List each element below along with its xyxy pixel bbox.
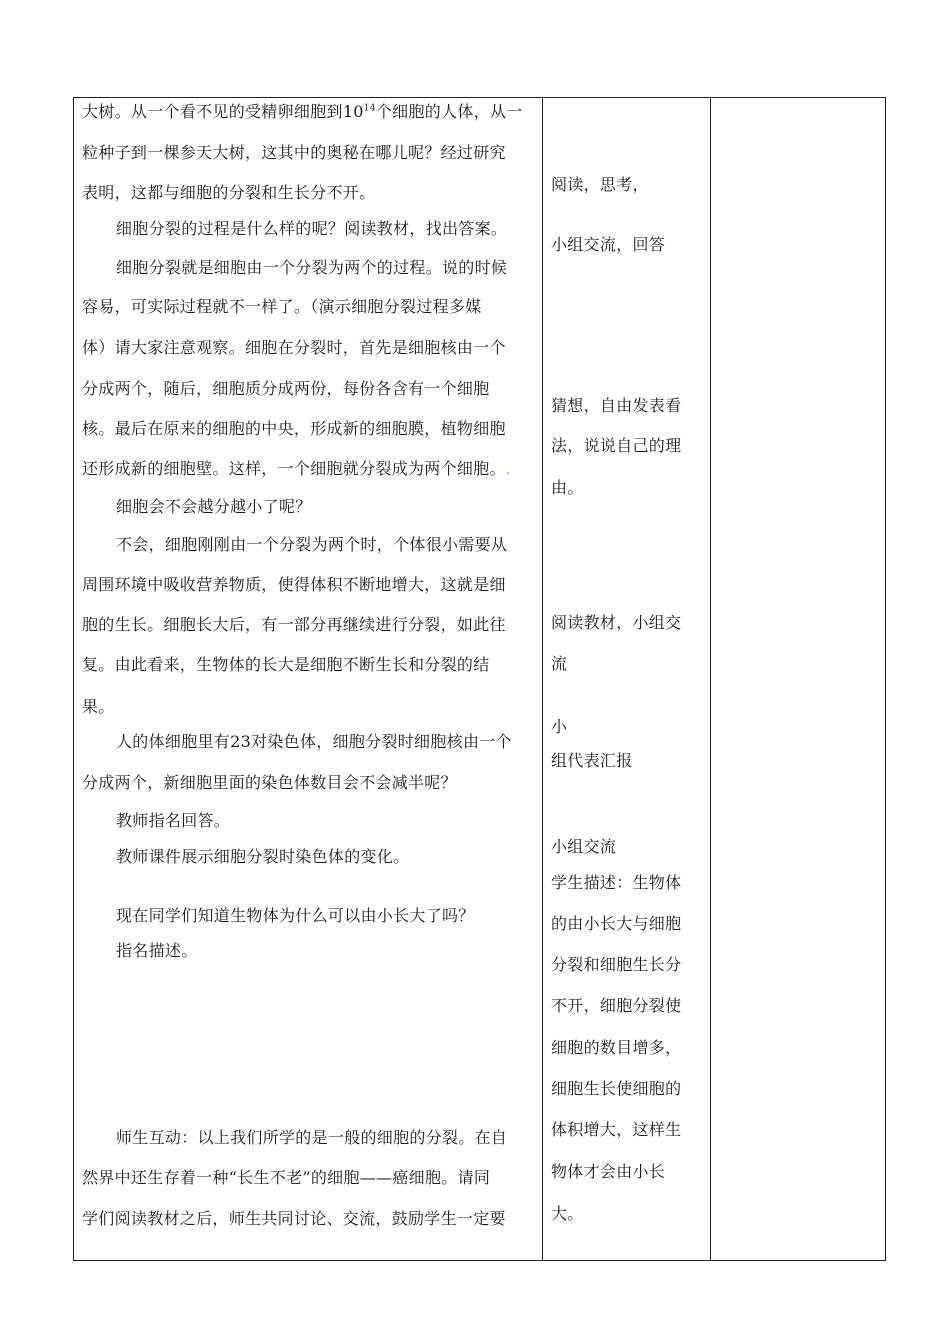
text-line: 胞的生长。细胞长大后，有一部分再继续进行分裂，如此往 <box>82 615 506 634</box>
text-line: 猜想，自由发表看 <box>551 396 682 415</box>
text-line: 师生互动：以上我们所学的是一般的细胞的分裂。在自 <box>116 1128 508 1147</box>
text-line: 然界中还生存着一种“长生不老”的细胞——癌细胞。请同 <box>82 1168 491 1187</box>
text-line: 复。由此看来，生物体的长大是细胞不断生长和分裂的结 <box>82 655 490 674</box>
text-line: 分裂和细胞生长分 <box>551 955 682 974</box>
text-line: 的由小长大与细胞 <box>551 914 682 933</box>
text-line: 核。最后在原来的细胞的中央，形成新的细胞膜，植物细胞 <box>82 419 506 438</box>
text-line: 大。 <box>551 1204 584 1223</box>
student-activity-column <box>542 98 710 1260</box>
text-line: 果。 <box>82 697 115 716</box>
text-line: 组代表汇报 <box>551 751 633 770</box>
teacher-activity-column <box>74 98 542 1260</box>
text-line: 现在同学们知道生物体为什么可以由小长大了吗？ <box>116 906 475 925</box>
text-line: 阅读教材，小组交 <box>551 613 682 632</box>
text-line: 体积增大，这样生 <box>551 1120 682 1139</box>
text-line: 不开，细胞分裂使 <box>551 996 682 1015</box>
text-line: 细胞生长使细胞的 <box>551 1079 682 1098</box>
text-line: 小 <box>551 717 568 736</box>
text-line: 教师课件展示细胞分裂时染色体的变化。 <box>116 847 410 866</box>
text-line: 细胞的数目增多， <box>551 1038 682 1057</box>
text-line: 细胞分裂的过程是什么样的呢？阅读教材，找出答案。 <box>116 219 508 238</box>
text-line: 还形成新的细胞壁。这样，一个细胞就分裂成为两个细胞。. <box>82 459 511 478</box>
text-line: 周围环境中吸收营养物质，使得体积不断地增大，这就是细 <box>82 575 506 594</box>
text-line: 人的体细胞里有23对染色体，细胞分裂时细胞核由一个 <box>116 732 512 751</box>
text-line: 不会，细胞刚刚由一个分裂为两个时，个体很小需要从 <box>116 535 508 554</box>
text-line: 法，说说自己的理 <box>551 436 682 455</box>
text-line: 物体才会由小长 <box>551 1162 666 1181</box>
text-line: 分成两个，随后，细胞质分成两份，每份各含有一个细胞 <box>82 379 490 398</box>
text-line: 学们阅读教材之后，师生共同讨论、交流，鼓励学生一定要 <box>82 1209 506 1228</box>
lesson-table <box>73 97 886 1261</box>
text-line: 分成两个，新细胞里面的染色体数目会不会减半呢？ <box>82 773 457 792</box>
text-line: 学生描述：生物体 <box>551 873 682 892</box>
text-line: 由。 <box>551 478 584 497</box>
text-line: 大树。从一个看不见的受精卵细胞到$10^{14}$个细胞的人体，从一 <box>82 102 523 121</box>
text-line: 小组交流 <box>551 837 617 856</box>
text-line: 细胞分裂就是细胞由一个分裂为两个的过程。说的时候 <box>116 258 508 277</box>
notes-column <box>710 98 887 1260</box>
text-line: 体）请大家注意观察。细胞在分裂时，首先是细胞核由一个 <box>82 338 506 357</box>
text-line: 表明，这都与细胞的分裂和生长分不开。 <box>82 183 376 202</box>
text-line: 教师指名回答。 <box>116 811 231 830</box>
text-line: 细胞会不会越分越小了呢？ <box>116 497 312 516</box>
text-line: 容易，可实际过程就不一样了。（演示细胞分裂过程多媒 <box>82 297 482 316</box>
mark-dot: . <box>505 462 511 478</box>
text-line: 指名描述。 <box>116 941 198 960</box>
text-line: 阅读，思考， <box>551 175 649 194</box>
text-line: 粒种子到一棵参天大树，这其中的奥秘在哪儿呢？经过研究 <box>82 143 506 162</box>
text-line: 流 <box>551 654 568 673</box>
text-line: 小组交流，回答 <box>551 235 666 254</box>
